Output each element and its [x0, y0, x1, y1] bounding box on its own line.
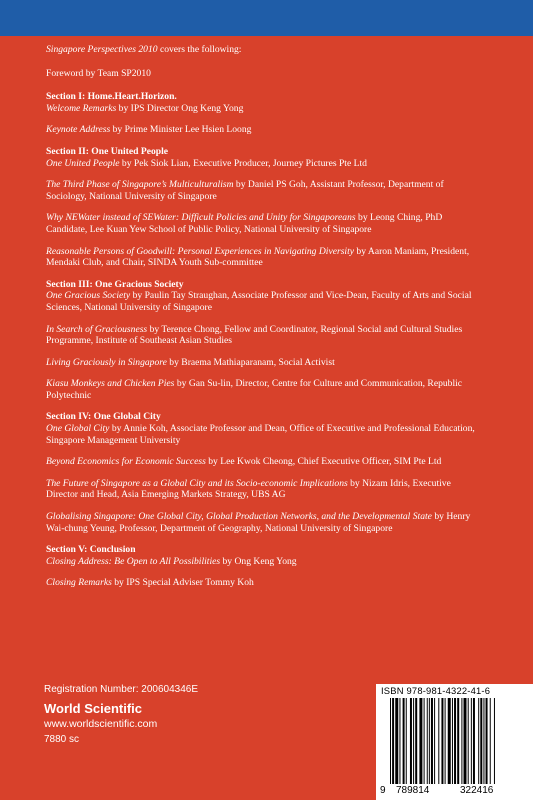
barcode-digit-prefix: 9 [380, 785, 386, 796]
catalog-code: 7880 sc [44, 734, 80, 745]
entry-item [46, 556, 476, 568]
entry-item [46, 378, 476, 401]
entry-title: Reasonable Persons of Goodwill: Personal Experiences in Navigating Diversity [46, 245, 355, 257]
entry-text: by Braema Mathiaparanam, Social Activist [166, 356, 335, 368]
entry-text: by Henry Wai-chung Yeung, Professor, Department of Geography, National University of Singapore [46, 511, 471, 534]
entry-title: Why NEWater instead of SEWater: Difficult Policies and Unity for Singaporeans [46, 212, 356, 224]
section-heading: Section I: Home.Heart.Horizon. [46, 91, 177, 103]
section-1 [46, 91, 476, 136]
entry-text: by Pek Siok Lian, Executive Producer, Journey Pictures Pte Ltd [119, 157, 367, 169]
entry-item [46, 478, 476, 501]
section-3 [46, 279, 476, 402]
entry-title: One United People [46, 157, 120, 169]
section-heading: Section II: One United People [46, 145, 169, 157]
entry-item [46, 124, 476, 136]
publisher-website: www.worldscientific.com [44, 718, 158, 730]
isbn-label: ISBN 978-981-4322-41-6 [381, 685, 491, 696]
entry-title: Beyond Economics for Economic Success [46, 456, 206, 468]
entry-title: Kiasu Monkeys and Chicken Pies [46, 378, 175, 390]
entry-item [46, 158, 476, 170]
entry-item [46, 324, 476, 347]
entry-title: Globalising Singapore: One Global City, Global Production Networks, and the Developmental State [46, 511, 432, 523]
intro-line [46, 44, 476, 56]
entry-title: The Third Phase of Singapore’s Multiculturalism [46, 179, 234, 191]
barcode-digit-right: 322416 [460, 785, 494, 796]
entry-text: by Paulin Tay Straughan, Associate Professor and Vice-Dean, Faculty of Arts and Social Sciences, National University of Singapore [46, 290, 472, 313]
entry-title: In Search of Graciousness [46, 323, 148, 335]
entry-title: One Global City [46, 423, 110, 435]
entry-title: Closing Remarks [46, 577, 112, 589]
barcode-panel [376, 684, 533, 800]
entry-item [46, 246, 476, 269]
entry-item [46, 290, 476, 313]
entry-text: by Lee Kwok Cheong, Chief Executive Officer, SIM Pte Ltd [205, 456, 442, 468]
entry-text: by Ong Keng Yong [220, 555, 297, 567]
entry-text: by Prime Minister Lee Hsien Loong [110, 124, 252, 136]
entry-title: Living Graciously in Singapore [46, 356, 167, 368]
entry-text: by Terence Chong, Fellow and Coordinator, Regional Social and Cultural Studies Programme, Institute of Southeast Asian Studies [46, 323, 463, 347]
section-2 [46, 146, 476, 269]
entry-item [46, 456, 476, 468]
book-title: Singapore Perspectives 2010 [46, 44, 158, 55]
contents-list [46, 44, 476, 599]
publisher-footer [44, 684, 344, 745]
foreword-line: Foreword by Team SP2010 [46, 67, 151, 79]
entry-text: by Aaron Maniam, President, Mendaki Club, and Chair, SINDA Youth Sub-committee [46, 245, 470, 269]
section-heading: Section IV: One Global City [46, 411, 161, 423]
section-heading: Section III: One Gracious Society [46, 278, 184, 290]
barcode-icon [390, 698, 530, 784]
entry-item [46, 179, 476, 202]
entry-text: by Nizam Idris, Executive Director and Head, Asia Emerging Markets Strategy, UBS AG [46, 477, 451, 501]
entry-text: by Annie Koh, Associate Professor and Dean, Office of Executive and Professional Education, Singapore Management University [46, 423, 475, 446]
entry-text: by Gan Su-lin, Director, Centre for Culture and Communication, Republic Polytechnic [46, 378, 463, 401]
section-5 [46, 544, 476, 589]
section-4 [46, 411, 476, 534]
section-heading: Section V: Conclusion [46, 544, 136, 556]
entry-item [46, 577, 476, 589]
registration-number: Registration Number: 200604346E [44, 684, 198, 695]
publisher-name: World Scientific [44, 701, 142, 716]
top-band [0, 0, 533, 36]
entry-title: Closing Address: Be Open to All Possibilities [46, 555, 221, 567]
entry-title: Keynote Address [46, 124, 111, 136]
entry-text: by IPS Special Adviser Tommy Koh [111, 577, 254, 589]
entry-item [46, 212, 476, 235]
entry-item [46, 423, 476, 446]
entry-text: by IPS Director Ong Keng Yong [116, 102, 244, 114]
barcode-digit-left: 789814 [396, 785, 430, 796]
entry-text: by Leong Ching, PhD Candidate, Lee Kuan Yew School of Public Policy, National University of Singapore [46, 212, 443, 235]
intro-text: covers the following: [157, 44, 242, 55]
entry-title: The Future of Singapore as a Global City and its Socio-economic Implications [46, 477, 348, 489]
entry-text: by Daniel PS Goh, Assistant Professor, Department of Sociology, National University of Singapore [46, 179, 444, 202]
entry-item [46, 511, 476, 534]
entry-title: Welcome Remarks [46, 102, 117, 114]
barcode-digits [376, 785, 533, 799]
entry-item [46, 357, 476, 369]
entry-title: One Gracious Society [46, 290, 131, 302]
entry-item [46, 103, 476, 115]
